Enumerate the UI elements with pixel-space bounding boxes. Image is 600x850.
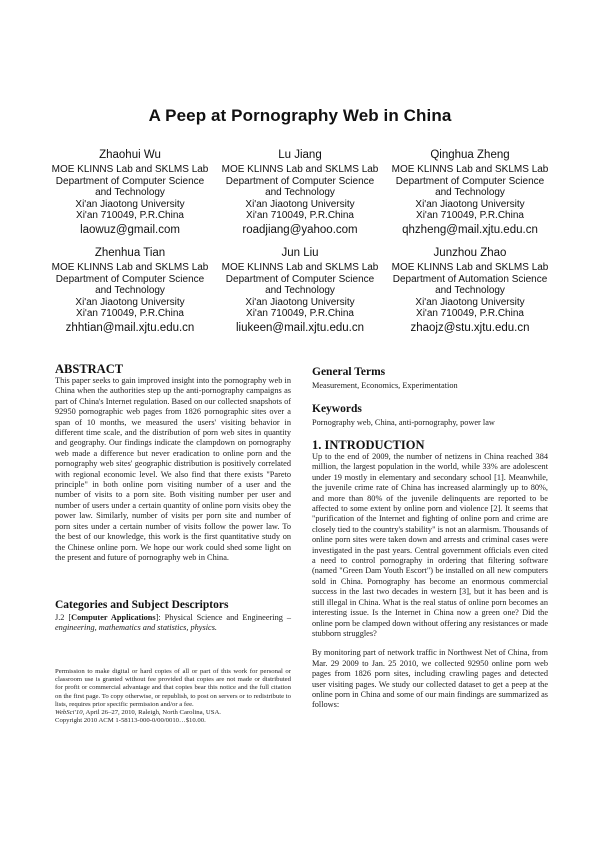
author-affiliation: Xi'an Jiaotong University — [75, 296, 185, 308]
author-email: zhaojz@stu.xjtu.edu.cn — [410, 321, 530, 334]
general-terms-heading: General Terms — [312, 366, 386, 378]
abstract-heading: ABSTRACT — [55, 362, 124, 376]
author-affiliation: Xi'an Jiaotong University — [245, 296, 355, 308]
categories-section — [55, 599, 291, 634]
venue-line — [55, 709, 291, 717]
author-email: liukeen@mail.xjtu.edu.cn — [235, 321, 365, 334]
author-affiliation: Department of Computer Science — [225, 273, 375, 285]
author-block — [385, 148, 555, 237]
author-affiliation: Xi'an Jiaotong University — [415, 198, 525, 210]
paper-title: A Peep at Pornography Web in China — [148, 106, 452, 125]
categories-italic: – engineering, mathematics and statistics, physics. — [55, 613, 291, 633]
categories-after: ]: Physical Science and Engineering — [155, 613, 283, 622]
author-affiliation: Xi'an 710049, P.R.China — [416, 210, 524, 222]
author-affiliation: Xi'an 710049, P.R.China — [246, 210, 354, 222]
keywords-heading: Keywords — [312, 403, 362, 415]
author-email: qhzheng@mail.xjtu.edu.cn — [402, 223, 538, 236]
author-name: Junzhou Zhao — [433, 247, 507, 259]
introduction-heading: 1. INTRODUCTION — [312, 438, 425, 452]
author-affiliation: MOE KLINNS Lab and SKLMS Lab — [51, 164, 209, 175]
author-affiliation: Department of Computer Science — [55, 273, 205, 285]
author-block — [385, 246, 555, 335]
author-email: laowuz@gmail.com — [80, 223, 180, 236]
author-name: Zhenhua Tian — [94, 247, 166, 259]
keywords-section — [312, 403, 548, 428]
general-terms-section — [312, 366, 548, 391]
author-block — [215, 148, 385, 237]
author-block — [215, 246, 385, 335]
author-affiliation: Xi'an 710049, P.R.China — [76, 210, 184, 222]
copyright-footnote — [55, 668, 291, 725]
copyright-line: Copyright 2010 ACM 1-58113-000-0/00/0010…$10.00. — [55, 717, 206, 725]
categories-code: J.2 [ — [55, 613, 72, 622]
venue-name: WebSci'10 — [55, 709, 83, 717]
author-block — [45, 148, 215, 237]
author-affiliation: Xi'an 710049, P.R.China — [76, 308, 184, 320]
categories-text — [55, 613, 291, 634]
author-affiliation: Xi'an 710049, P.R.China — [246, 308, 354, 320]
author-affiliation: Xi'an Jiaotong University — [415, 296, 525, 308]
author-affiliation: MOE KLINNS Lab and SKLMS Lab — [391, 164, 549, 175]
author-affiliation: and Technology — [265, 285, 335, 297]
author-email: roadjiang@yahoo.com — [242, 223, 358, 236]
author-name: Jun Liu — [281, 247, 319, 259]
author-block — [45, 246, 215, 335]
author-affiliation: MOE KLINNS Lab and SKLMS Lab — [391, 262, 549, 273]
permission-text: Permission to make digital or hard copies of all or part of this work for personal or classroom use is granted without fee provided that copies are not made or distributed for profit or commercial advantage and that copies bear this notice and the full citation on the first page. To copy otherwise, or republish, to post on servers or to redistribute to lists, requires prior specific permission and/or a fee. — [55, 668, 291, 708]
introduction-section — [312, 438, 548, 711]
author-name: Zhaohui Wu — [99, 149, 161, 161]
author-affiliation: Xi'an 710049, P.R.China — [416, 308, 524, 320]
introduction-paragraph-1: Up to the end of 2009, the number of netizens in China reached 384 million, the largest population in the world, while 33% are adolescent under 19 mostly in elementary and secondary school [1]. Meanwhile, the juvenile crime rate of China has increased alarmingly up to 80%, and more than 80% of the juvenile delinquents are reported to be affected to some extent by online porn and violence [2]. It seems that "purification of the Internet and fighting of online porn and crime are closely tied to the country's stability" is not an alarmism. Thousands of online porn sites were taken down and arrests and criminal cases were investigated in the past years. Central government officials even cited a need to control pornography in ordering that filtering software (named "Green Dam Youth Escort") be installed on all new computers sold in China. Pornography has become an enormous commercial success in the last two decades in western [3], but it has been and is still illegal in China. What is the real status of online porn becomes an interesting issue. Is the Internet in China now a green one? Did the online porn be clamped down without offering any resistances or made stubborn struggles? — [312, 452, 548, 638]
author-affiliation: and Technology — [95, 187, 165, 199]
keywords-text: Pornography web, China, anti-pornography, power law — [312, 418, 495, 427]
author-affiliation: MOE KLINNS Lab and SKLMS Lab — [51, 262, 209, 273]
author-affiliation: and Technology — [265, 187, 335, 199]
author-affiliation: MOE KLINNS Lab and SKLMS Lab — [221, 164, 379, 175]
abstract-text: This paper seeks to gain improved insight into the pornography web in China when the authorities step up the anti-pornography campaigns as part of China's Internet regulation. Based on our collected snapshots of 92950 pornographic web pages from 1826 pornographic sites over a span of 10 months, we measured the users' visiting behavior in different time scale, and the distribution of porn web sites in quantity and geography. Our findings indicate the clampdown on pornography web made a difference but never eradication to online porn and the pornography web sites' geographic distribution is positively correlated with regional economic level. We also find that there exists "Pareto principle" in both online porn visiting number of a user and the number of visits to a porn site. Both visiting number per user and number of users under a certain quantity of online porn visits obey the power law. Similarly, number of visits per porn site and number of porn sites under a certain number of visits follow the power law. To the best of our knowledge, this work is the first quantitative study on the Chinese online porn. We hope our work could shed some light on the present and future of pornography web in China. — [55, 376, 291, 562]
author-affiliation: Department of Computer Science — [55, 175, 205, 187]
author-affiliation: MOE KLINNS Lab and SKLMS Lab — [221, 262, 379, 273]
author-affiliation: Department of Computer Science — [225, 175, 375, 187]
author-affiliation: and Technology — [435, 187, 505, 199]
author-affiliation: Department of Computer Science — [395, 175, 545, 187]
venue-details: , April 26–27, 2010, Raleigh, North Carolina, USA. — [82, 709, 221, 717]
author-affiliation: and Technology — [95, 285, 165, 297]
author-name: Qinghua Zheng — [430, 149, 510, 161]
author-affiliation: Department of Automation Science — [392, 273, 548, 285]
general-terms-text: Measurement, Economics, Experimentation — [312, 381, 458, 390]
author-affiliation: Xi'an Jiaotong University — [75, 198, 185, 210]
left-column — [55, 362, 291, 563]
author-affiliation: Xi'an Jiaotong University — [245, 198, 355, 210]
categories-bold: Computer Applications — [71, 613, 156, 622]
categories-heading: Categories and Subject Descriptors — [55, 599, 229, 611]
author-affiliation: and Technology — [435, 285, 505, 297]
introduction-paragraph-2: By monitoring part of network traffic in Northwest Net of China, from Mar. 29 2009 to Jan. 25 2010, we collected 92950 online porn web pages from 1826 porn sites, including crawling pages and detected user visiting pages. We study our collected dataset to get a peep at the online porn in China and some of our main findings are summarized as follows: — [312, 648, 548, 710]
author-name: Lu Jiang — [278, 149, 322, 161]
author-email: zhhtian@mail.xjtu.edu.cn — [65, 321, 195, 334]
